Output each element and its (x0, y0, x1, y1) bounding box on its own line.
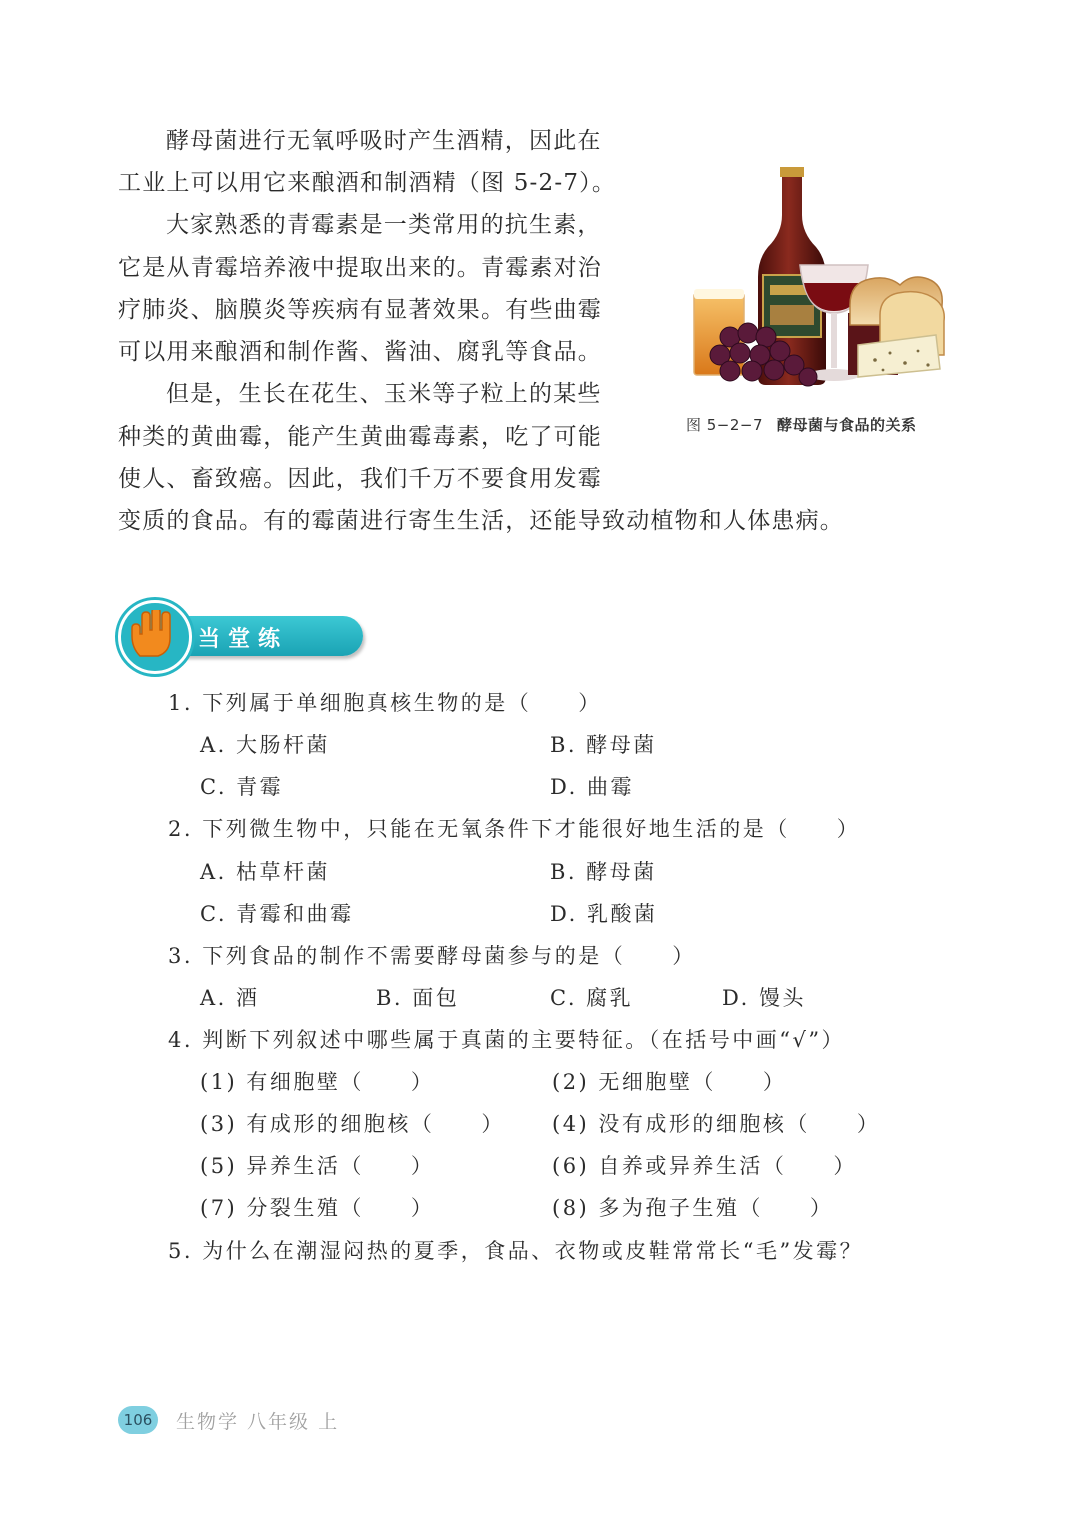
paragraph-2-line-1: 大家熟悉的青霉素是一类常用的抗生素， (166, 212, 602, 238)
question-2: 2. 下列微生物中，只能在无氧条件下才能很好地生活的是（ ） (168, 817, 861, 841)
q2-option-b: B. 酵母菌 (550, 860, 657, 884)
q4-item-3: (3) 有成形的细胞核（ ） (200, 1112, 505, 1136)
question-3: 3. 下列食品的制作不需要酵母菌参与的是（ ） (168, 944, 696, 968)
question-1: 1. 下列属于单细胞真核生物的是（ ） (168, 691, 602, 715)
q4-item-8: (8) 多为孢子生殖（ ） (552, 1196, 834, 1220)
q1-option-b: B. 酵母菌 (550, 733, 657, 757)
paragraph-2-line-4: 可以用来酿酒和制作酱、酱油、腐乳等食品。 (118, 339, 602, 365)
q4-item-7: (7) 分裂生殖（ ） (200, 1196, 435, 1220)
paragraph-3-line-1: 但是，生长在花生、玉米等子粒上的某些 (166, 381, 602, 407)
question-4: 4. 判断下列叙述中哪些属于真菌的主要特征。（在括号中画“√”） (168, 1028, 846, 1052)
yeast-food-illustration (690, 165, 955, 390)
q2-option-d: D. 乳酸菌 (550, 902, 658, 926)
q4-item-2: (2) 无细胞壁（ ） (552, 1070, 787, 1094)
q3-option-a: A. 酒 (200, 986, 260, 1010)
q4-item-6: (6) 自养或异养生活（ ） (552, 1154, 857, 1178)
q3-option-c: C. 腐乳 (550, 986, 634, 1010)
q1-option-d: D. 曲霉 (550, 775, 634, 799)
q2-option-a: A. 枯草杆菌 (200, 860, 331, 884)
banner-label: 当堂练 (198, 627, 289, 652)
book-title: 生物学 八年级 上 (176, 1411, 340, 1433)
q4-item-5: (5) 异养生活（ ） (200, 1154, 435, 1178)
paragraph-1-line-1: 酵母菌进行无氧呼吸时产生酒精，因此在 (166, 128, 602, 154)
paragraph-2-line-3: 疗肺炎、脑膜炎等疾病有显著效果。有些曲霉 (118, 297, 602, 323)
figure-title: 酵母菌与食品的关系 (777, 416, 917, 434)
q4-item-4: (4) 没有成形的细胞核（ ） (552, 1112, 881, 1136)
paragraph-3-line-3: 使人、畜致癌。因此，我们千万不要食用发霉 (118, 466, 602, 492)
q3-option-b: B. 面包 (376, 986, 460, 1010)
paragraph-3-line-4: 变质的食品。有的霉菌进行寄生生活，还能导致动植物和人体患病。 (118, 508, 844, 534)
figure-number: 图 5−2−7 (686, 416, 764, 434)
paragraph-3-line-2: 种类的黄曲霉，能产生黄曲霉毒素，吃了可能 (118, 424, 602, 450)
exercise-banner (118, 598, 368, 672)
q1-option-c: C. 青霉 (200, 775, 284, 799)
q1-option-a: A. 大肠杆菌 (200, 733, 331, 757)
paragraph-1-line-2: 工业上可以用它来酿酒和制酒精（图 5-2-7）。 (118, 170, 617, 196)
q3-option-d: D. 馒头 (722, 986, 806, 1010)
q4-item-1: (1) 有细胞壁（ ） (200, 1070, 435, 1094)
hand-icon (130, 610, 176, 660)
q2-option-c: C. 青霉和曲霉 (200, 902, 354, 926)
figure-caption (686, 414, 917, 435)
question-5: 5. 为什么在潮湿闷热的夏季，食品、衣物或皮鞋常常长“毛”发霉？ (168, 1239, 864, 1263)
page-number-badge: 106 (118, 1406, 158, 1434)
paragraph-2-line-2: 它是从青霉培养液中提取出来的。青霉素对治 (118, 255, 602, 281)
